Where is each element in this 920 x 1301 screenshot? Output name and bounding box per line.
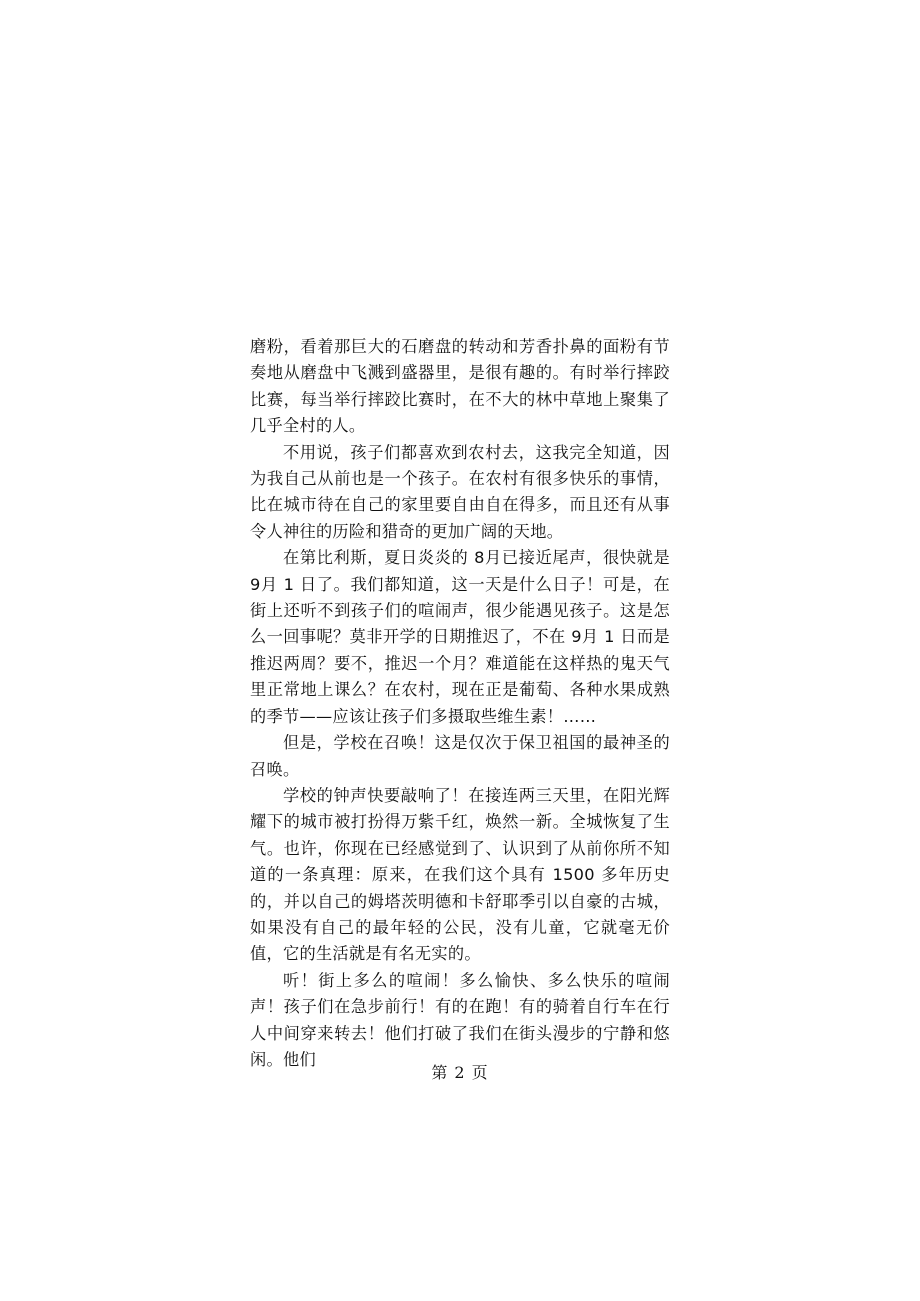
- paragraph-5: 学校的钟声快要敲响了！在接连两三天里，在阳光辉耀下的城市被打扮得万紫千红，焕然一新。全城恢复了生气。也许，你现在已经感觉到了、认识到了从前你所不知道的一条真理：原来，在我们这个具有 1500 多年历史的，并以自己的姆塔茨明德和卡舒耶季引以自豪的古城，如果没有自己的最年轻的公民，没有儿童，它就毫无价值，它的生活就是有名无实的。: [250, 785, 670, 964]
- page-number-footer: 第 2 页: [431, 1063, 489, 1082]
- paragraph-2: 不用说，孩子们都喜欢到农村去，这我完全知道，因为我自己从前也是一个孩子。在农村有很多快乐的事情，比在城市待在自己的家里要自由自在得多，而且还有从事令人神往的历险和猎奇的更加广阔的天地。: [250, 442, 670, 541]
- paragraph-1: 磨粉，看着那巨大的石磨盘的转动和芳香扑鼻的面粉有节奏地从磨盘中飞溅到盛器里，是很有趣的。有时举行摔跤比赛，每当举行摔跤比赛时，在不大的林中草地上聚集了几乎全村的人。: [250, 337, 670, 436]
- document-body: [250, 334, 670, 1073]
- paragraph-6: 听！街上多么的喧闹！多么愉快、多么快乐的喧闹声！孩子们在急步前行！有的在跑！有的骑着自行车在行人中间穿来转去！他们打破了我们在街头漫步的宁静和悠闲。他们: [250, 970, 670, 1069]
- paragraph-3: 在第比利斯，夏日炎炎的 8月已接近尾声，很快就是 9月 1 日了。我们都知道，这一天是什么日子！可是，在街上还听不到孩子们的喧闹声，很少能遇见孩子。这是怎么一回事呢？莫非开学的日期推迟了，不在 9月 1 日而是推迟两周？要不，推迟一个月？难道能在这样热的鬼天气里正常地上课么？在农村，现在正是葡萄、各种水果成熟的季节——应该让孩子们多摄取些维生素！……: [250, 548, 670, 726]
- paragraph-4: 但是，学校在召唤！这是仅次于保卫祖国的最神圣的召唤。: [250, 733, 670, 779]
